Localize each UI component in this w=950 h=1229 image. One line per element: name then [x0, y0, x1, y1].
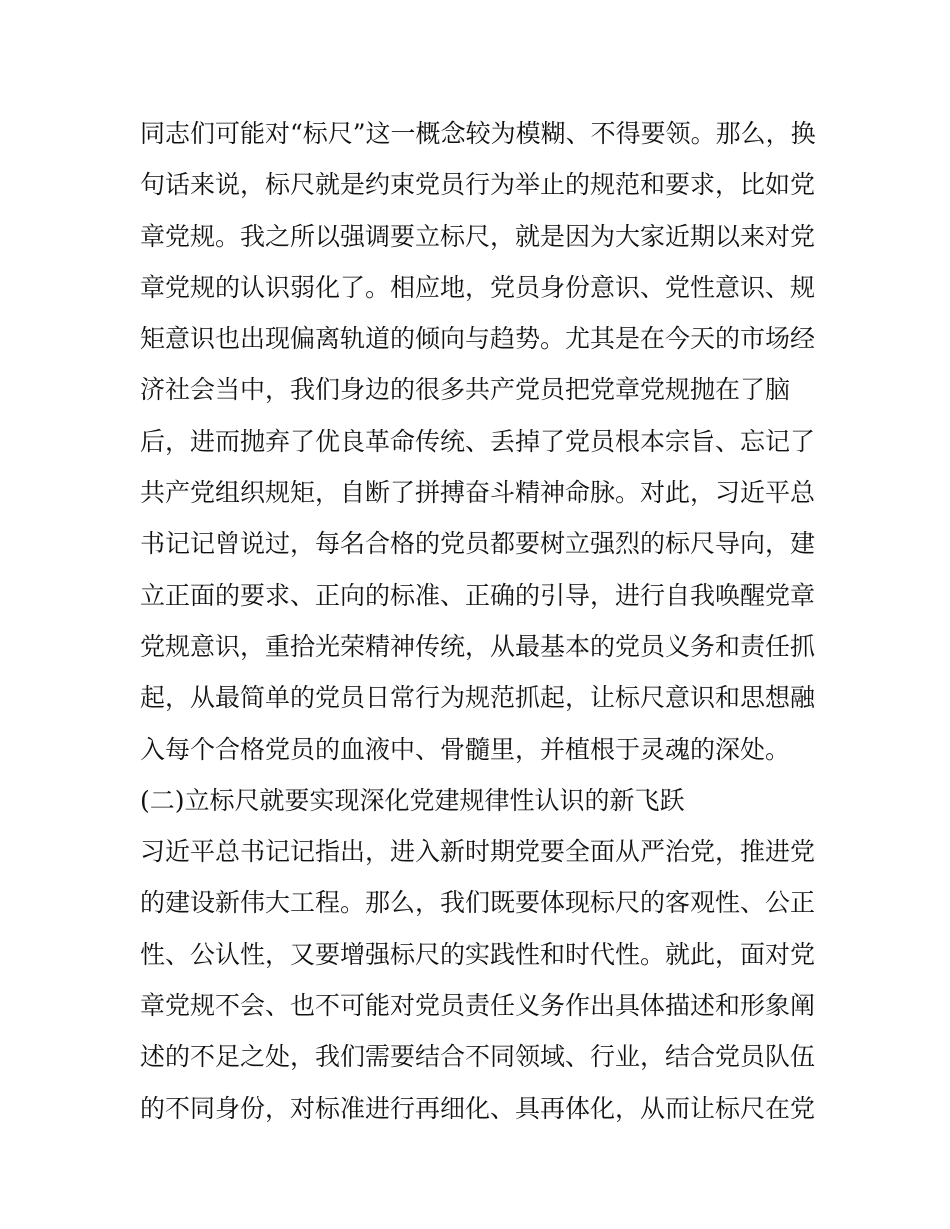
section-heading: (二)立标尺就要实现深化党建规律性认识的新飞跃	[140, 785, 685, 815]
text-line: 书记记曾说过，每名合格的党员都要树立强烈的标尺导向，建	[140, 529, 816, 559]
text-line: 后，进而抛弃了优良革命传统、丢掉了党员根本宗旨、忘记了	[140, 426, 816, 456]
text-line: 起，从最简单的党员日常行为规范抓起，让标尺意识和思想融	[140, 683, 816, 713]
text-line: 济社会当中，我们身边的很多共产党员把党章党规抛在了脑	[140, 375, 791, 405]
text-line: 性、公认性，又要增强标尺的实践性和时代性。就此，面对党	[140, 939, 816, 969]
text-line: 的建设新伟大工程。那么，我们既要体现标尺的客观性、公正	[140, 888, 816, 918]
text-line: 章党规的认识弱化了。相应地，党员身份意识、党性意识、规	[140, 272, 816, 302]
body-text	[140, 108, 820, 1134]
text-line: 习近平总书记记指出，进入新时期党要全面从严治党，推进党	[140, 837, 816, 867]
text-line: 句话来说，标尺就是约束党员行为举止的规范和要求，比如党	[140, 170, 816, 200]
text-line: 矩意识也出现偏离轨道的倾向与趋势。尤其是在今天的市场经	[140, 324, 816, 354]
text-line: 同志们可能对“标尺”这一概念较为模糊、不得要领。那么，换	[140, 119, 816, 148]
text-line: 的不同身份，对标准进行再细化、具再体化，从而让标尺在党	[140, 1093, 816, 1123]
text-line: 章党规。我之所以强调要立标尺，就是因为大家近期以来对党	[140, 221, 816, 251]
text-line: 入每个合格党员的血液中、骨髓里，并植根于灵魂的深处。	[140, 734, 791, 764]
text-line: 党规意识，重拾光荣精神传统，从最基本的党员义务和责任抓	[140, 631, 816, 661]
text-line: 述的不足之处，我们需要结合不同领域、行业，结合党员队伍	[140, 1042, 816, 1072]
text-line: 章党规不会、也不可能对党员责任义务作出具体描述和形象阐	[140, 991, 816, 1021]
text-line: 立正面的要求、正向的标准、正确的引导，进行自我唤醒党章	[140, 580, 816, 610]
text-line: 共产党组织规矩，自断了拼搏奋斗精神命脉。对此，习近平总	[140, 478, 816, 508]
